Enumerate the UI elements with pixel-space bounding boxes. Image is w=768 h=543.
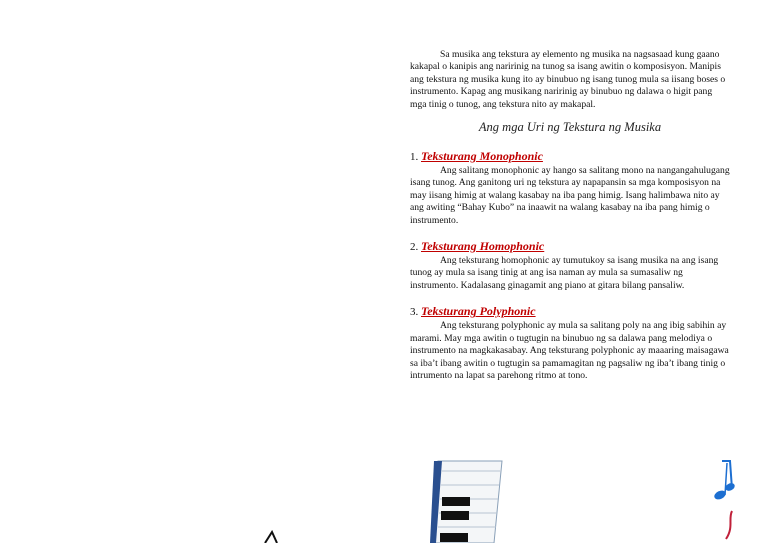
section-number: 3. [410, 306, 419, 319]
section-number: 1. [410, 151, 419, 164]
section-title-link[interactable]: Teksturang Monophonic [421, 149, 543, 164]
text-column [410, 49, 730, 394]
section-heading [410, 304, 730, 319]
intro-text: Sa musika ang tekstura ay elemento ng musika na nagsasaad kung gaano kakapal o kanipis ang naririnig na tunog sa isang awitin o komposisyon. Manipis ang tekstura ng musika kung ito ay binubuo ng isang tunog mula sa iisang boses o instrumento. Kapag ang musikang naririnig ay binubuo ng dalawa o higit pang mga tinig o tunog, ang tekstura nito ay makapal. [410, 49, 726, 110]
section-body-text: Ang salitang monophonic ay hango sa salitang mono na nangangahulugang isang tunog. Ang ganitong uri ng tekstura ay napapansin sa mga komposisyon na may iisang himig at walang kasabay na iba pang himig. Isang halimbawa nito ay ang awiting “Bahay Kubo” na inaawit na walang kasabay na iba pang himig o instrumento. [410, 165, 730, 226]
section-body [410, 165, 730, 227]
section-body-text: Ang teksturang polyphonic ay mula sa salitang poly na ang ibig sabihin ay marami. May mga awitin o tugtugin na binubuo ng sa dalawa pang melodiya o instrumento na magkakasabay. Ang teksturang polyphonic ay maaaring maisagawa sa iba’t ibang awitin o tugtugin sa pamamagitan ng pagsaliw ng iba’t ibang tinig o intrumento na lapat sa parehong ritmo at tono. [410, 320, 729, 381]
decorative-stroke [262, 530, 282, 543]
section-title-link[interactable]: Teksturang Homophonic [421, 239, 545, 254]
section-polyphonic [410, 304, 730, 382]
section-number: 2. [410, 241, 419, 254]
music-note-image [708, 459, 738, 543]
section-body [410, 320, 730, 382]
section-title-link[interactable]: Teksturang Polyphonic [421, 304, 536, 319]
piano-keys-image [428, 459, 508, 543]
section-body [410, 255, 730, 292]
section-homophonic [410, 239, 730, 292]
section-heading [410, 239, 730, 254]
section-heading [410, 149, 730, 164]
section-subtitle: Ang mga Uri ng Tekstura ng Musika [478, 120, 662, 135]
section-monophonic [410, 149, 730, 227]
intro-paragraph [410, 49, 730, 111]
section-body-text: Ang teksturang homophonic ay tumutukoy sa isang musika na ang isang tunog ay mula sa isang tinig at ang isa naman ay mula sa sumasaliw ng instrumento. Kadalasang ginagamit ang piano at gitara bilang pansaliw. [410, 255, 719, 291]
